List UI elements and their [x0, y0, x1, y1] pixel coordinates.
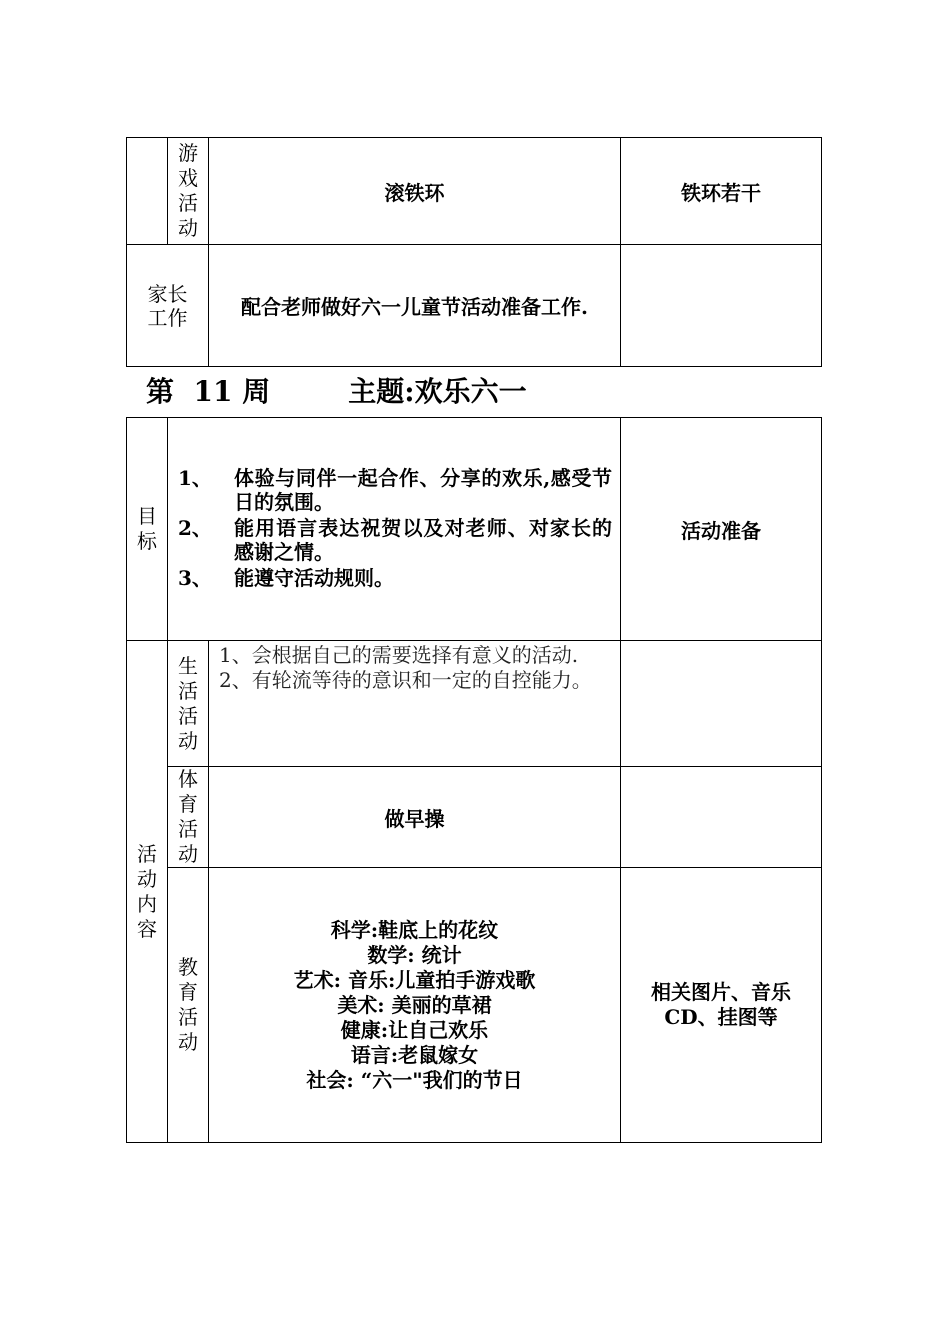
edu-item: 艺术: 音乐:儿童拍手游戏歌 [293, 967, 536, 992]
edu-activity-content [209, 868, 621, 1143]
edu-item: 美术: 美丽的草裙 [337, 992, 492, 1017]
pe-activity-label: 体 育 活 动 [168, 767, 209, 868]
edu-item: 社会: “六一"我们的节日 [306, 1067, 523, 1092]
parent-work-content: 配合老师做好六一儿童节活动准备工作. [209, 245, 621, 367]
parent-work-label: 家长 工作 [127, 245, 209, 367]
theme-title: 主题:欢乐六一 [348, 375, 527, 408]
edu-item: 健康:让自己欢乐 [340, 1017, 489, 1042]
edu-item: 数学: 统计 [367, 942, 462, 967]
goals-list [168, 466, 620, 590]
parent-work-prep [621, 245, 822, 367]
pe-activity-prep [621, 767, 822, 868]
game-activity-prep: 铁环若干 [621, 138, 822, 245]
game-activity-label: 游 戏 活 动 [168, 138, 209, 245]
pe-activity-content: 做早操 [209, 767, 621, 868]
goal-item: 2、 能用语言表达祝贺以及对老师、对家长的感谢之情。 [178, 516, 612, 564]
game-activity-content: 滚铁环 [209, 138, 621, 245]
top-table [126, 137, 822, 367]
goals-cell [168, 418, 621, 641]
empty-cell [127, 138, 168, 245]
life-item: 1、会根据自己的需要选择有意义的活动. [219, 643, 579, 667]
activity-prep-header: 活动准备 [621, 418, 822, 641]
life-activity-prep [621, 641, 822, 767]
life-activity-content [209, 641, 621, 767]
week-heading: 第 11 周 主题:欢乐六一 [146, 375, 527, 408]
edu-activity-prep: 相关图片、音乐 CD、挂图等 [621, 868, 822, 1143]
edu-activity-label: 教 育 活 动 [168, 868, 209, 1143]
edu-item: 科学:鞋底上的花纹 [330, 917, 499, 942]
edu-item: 语言:老鼠嫁女 [350, 1042, 479, 1067]
life-item: 2、有轮流等待的意识和一定的自控能力。 [219, 668, 592, 692]
goal-label: 目 标 [127, 418, 168, 641]
life-activity-label: 生 活 活 动 [168, 641, 209, 767]
activity-content-label: 活 动 内 容 [127, 641, 168, 1143]
week-plan-table [126, 417, 822, 1143]
goal-item: 1、 体验与同伴一起合作、分享的欢乐,感受节日的氛围。 [178, 466, 612, 514]
goal-item: 3、 能遵守活动规则。 [178, 566, 394, 590]
